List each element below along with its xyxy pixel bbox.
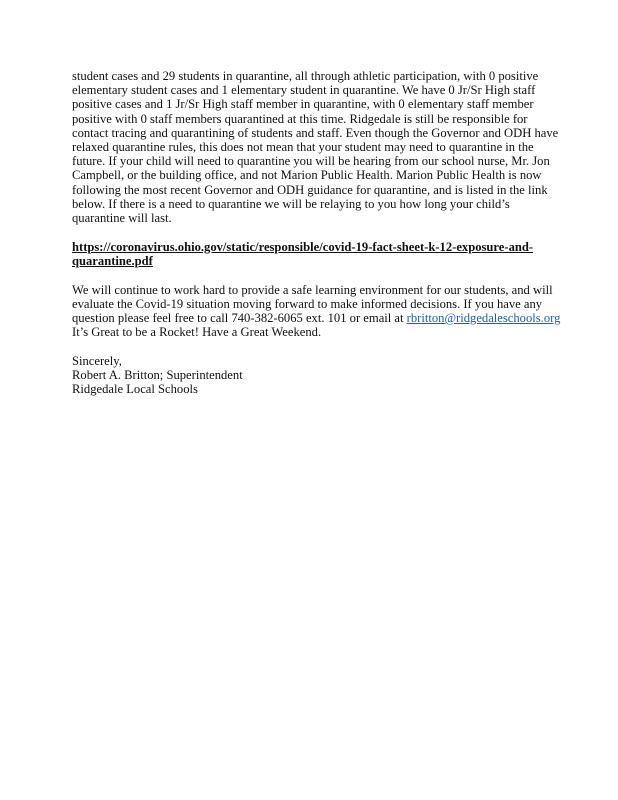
- text-line: below. If there is a need to quarantine we will be relaying to you how long your child’s: [72, 196, 510, 211]
- text-line: We will continue to work hard to provide a safe learning environment for our students, and will: [72, 282, 553, 297]
- text-line: elementary student cases and 1 elementary student in quarantine. We have 0 Jr/Sr High staff: [72, 83, 536, 98]
- text-line: quarantine will last.: [72, 211, 172, 226]
- text: question please feel free to call 740-382-6065 ext. 101 or email at: [72, 311, 407, 326]
- link-line[interactable]: quarantine.pdf: [72, 253, 153, 268]
- text-line-with-email: [72, 311, 561, 326]
- closing: Sincerely,: [72, 353, 122, 368]
- letter-page: [72, 69, 561, 397]
- text-line: relaxed quarantine rules, this does not mean that your student may need to quarantine in the: [72, 140, 534, 155]
- text-line: positive cases and 1 Jr/Sr High staff member in quarantine, with 0 elementary staff member: [72, 97, 534, 112]
- email-link[interactable]: rbritton@ridgedaleschools.org: [406, 311, 561, 326]
- signer-name: Robert A. Britton; Superintendent: [72, 368, 243, 383]
- signature-block: [72, 354, 552, 397]
- fact-sheet-link[interactable]: [72, 240, 552, 268]
- organization: Ridgedale Local Schools: [72, 382, 198, 397]
- text-line: positive with 0 staff members quarantined at this time. Ridgedale is still be responsible for: [72, 111, 528, 126]
- text-line: It’s Great to be a Rocket! Have a Great Weekend.: [72, 325, 322, 340]
- text-line: following the most recent Governor and ODH guidance for quarantine, and is listed in the link: [72, 182, 548, 197]
- paragraph-closing: [72, 282, 561, 340]
- text-line: student cases and 29 students in quarantine, all through athletic participation, with 0 positive: [72, 69, 539, 83]
- text-line: evaluate the Covid-19 situation moving forward to make informed decisions. If you have any: [72, 296, 543, 311]
- link-line[interactable]: https://coronavirus.ohio.gov/static/responsible/covid-19-fact-sheet-k-12-exposure-and-: [72, 239, 534, 254]
- text-line: future. If your child will need to quarantine you will be hearing from our school nurse, Mr. Jon: [72, 154, 550, 169]
- text-line: Campbell, or the building office, and not Marion Public Health. Marion Public Health is now: [72, 168, 542, 183]
- text-line: contact tracing and quarantining of students and staff. Even though the Governor and ODH have: [72, 125, 559, 140]
- paragraph-quarantine-status: [72, 69, 559, 226]
